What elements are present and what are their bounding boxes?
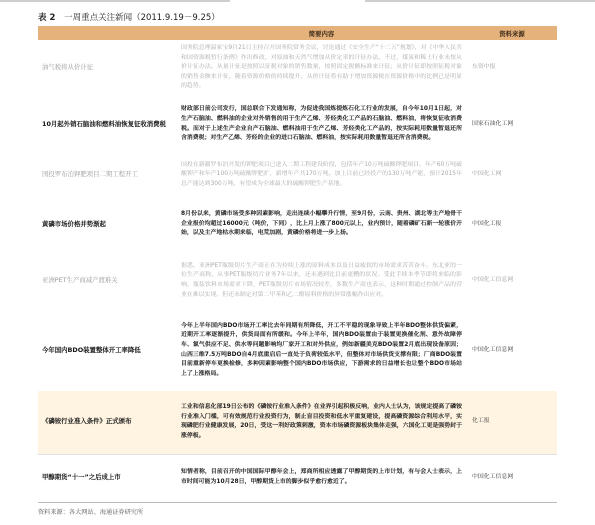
- content-cell: 国务院总理温家宝9月21日主持召开国务院常务会议，讨论通过《安全生产“十二五”规划》，对《中华人民共和国资源税暂行条例》作出修改，对原油和天然气增加从价定率的计征办法。不过，煤炭和稀土行业未按从价计征办法。从量计征是按照以征税对象的销售数量，按照固定税额标准来计征；从价计征即按照征税对象的销售金额来计征，随着资源价格的持续提升，从价计征将有助于增加资源税在资源价格中的比例已是明显的趋势。: [181, 45, 462, 90]
- content-cell: 工业和信息化部19日公布的《磷铵行业准入条件》在业界引起积极反响，业内人士认为，该规定提高了磷铵行业准入门槛，可有效规范行业投资行为，制止盲目投资和低水平重复建设，提高磷资源综合利用水平，实现磷肥行业健康发展，20日，受这一利好政策刺激，资本市场磷资源板块集体走强，六国化工更是强势封于涨停板。: [176, 391, 467, 454]
- source-cell: 中国化工信息网: [472, 346, 514, 353]
- table-row: [38, 252, 557, 310]
- source-cell: 中国化工信息网: [472, 277, 514, 284]
- content-cell: 财政部日前公司发行，国总联合下发通知称，为促进我国炼提炼石化工行业的发展，自今年10月1日起，对生产石脑油、燃料油的企业对外销售的用于生产乙烯、芳烃类化工产品的石脑油、燃料油，将恢复征收消费税。而对于上述生产企业自产石脑油、燃料油用于生产乙烯、芳烃类化工产品的，按实际耗用数量暂退还所含消费税；对生产乙烯、芳烃的企业的进口石脑油、燃料油，按实际耗用数量暂退还所含消费税。: [181, 106, 462, 142]
- table-row: [38, 310, 557, 391]
- table-row: [38, 40, 557, 96]
- table-number: 表 2: [38, 13, 56, 23]
- content-cell: 知情者称，目前召开的中国国际甲醇年会上，郑商所相应透露了甲醇期货的上市计划，有与会人士表示，上市时间可能为10月28日，甲醇期货上市的脚步似乎愈行愈近了。: [176, 454, 467, 501]
- event-cell: 亚洲PET生产商减产渡难关: [42, 276, 118, 285]
- source-cell: 国家石油化工网: [472, 120, 514, 127]
- table-row: [38, 96, 557, 153]
- content-cell: 国投在新疆罗布泊开发的钾肥项目已进入二期工程建设阶段，包括年产10万吨硫酸钾肥项目、年产60万吨硫酸钾产和年产100万吨硫酸钾肥扩，新增年产共170万吨。加上目前已经投产的130万吨产能，预计2015年总产能达到300万吨，有望成为全球最大的硫酸钾肥生产基地。: [181, 161, 462, 187]
- header-content: 简要内容: [176, 26, 467, 40]
- news-table: [38, 26, 557, 501]
- source-cell: 化工报: [467, 391, 557, 454]
- header-source: 资料来源: [467, 26, 557, 40]
- table-caption: [38, 11, 220, 23]
- event-cell: 今年国内BDO装置整体开工率降低: [42, 345, 141, 354]
- table-row: [38, 197, 557, 252]
- source-cell: 中国化工网: [472, 171, 502, 178]
- table-header-row: [38, 26, 557, 40]
- content-cell: 今年上半年国内BDO市场开工率比去年同期有所降低，开工不平稳的现象导致上半年BDO整体供货偏紧，近期开工率逐渐提升，供货局面有所缓和。今年上半年，国内BDO装置由于装置更换催化剂、意外故障停车、氯气供应不足、供水等问题影响均厂家开工和对外供应，例如新疆美克BDO装置2月底出现设备原因；山西三维7.5万吨BDO自4月底重启后一直处于负荷较低水平，但整体对市场供货支撑有限；厂商BDO装置目前重新停车更换检修，多种因素影响整个国内BDO市场供应，下游需求的日益增长也让整个BDO市场站上了上涨格局。: [181, 322, 462, 377]
- table-row: [38, 153, 557, 197]
- source-cell: 中国化工信息网: [467, 454, 557, 501]
- event-cell: 国投罗布泊钾肥项目二期工程开工: [42, 170, 138, 179]
- footer-rule: [38, 502, 557, 503]
- table-row: [38, 454, 557, 501]
- event-cell: 油气税将从价计征: [42, 63, 94, 72]
- table-title: 一周重点关注新闻（2011.9.19－9.25）: [64, 13, 220, 23]
- source-cell: 东资中报: [472, 64, 496, 71]
- event-cell: 黄磷市场价格并势渐起: [42, 219, 106, 228]
- content-cell: 8月份以来，黄磷市场受多种因素影响，走出连续小幅攀升行情，至9月份，云南、贵州、湖北等主产地骨干企业报价均超过16000元（吨价，下同），比上月上涨了800元以上，业内预计，随着磷矿石新一轮涨价开始，以及主产地枯水期来临，电荒加剧，黄磷价格将进一步上扬。: [181, 211, 462, 237]
- event-cell: 《磷铵行业准入条件》正式颁布: [38, 391, 176, 454]
- event-cell: 甲醇期货“十一”之后成上市: [38, 454, 176, 501]
- footer-source: 资料来源：各大网站、海通证券研究所: [38, 509, 144, 516]
- table-row: [38, 391, 557, 454]
- table-body: [38, 40, 557, 501]
- header-event: [38, 26, 176, 40]
- event-cell: 10月起外销石脑油和燃料油恢复征收消费税: [42, 119, 166, 128]
- top-rule: [0, 0, 595, 4]
- source-cell: 中国化工报: [472, 220, 502, 227]
- content-cell: 据悉，亚洲PET瓶级切片生产商正在为持续上涨的原料成本以及日益疲软的市场需求苦苦奋斗。东北亚的一位生产商称，从事PET瓶级切片业务7年以来，还未遇到比目前更糟的状况。受此手续本季节即将来临的影响，瓶装饮料市场需求下降，PET瓶级切片市场情况较差，多数生产商也表示，这种时期通过控制产品的营业在难以实现。但还未制定对第二甲苯和乙二醇原料价格的异常涨幅作出应对。: [181, 262, 462, 298]
